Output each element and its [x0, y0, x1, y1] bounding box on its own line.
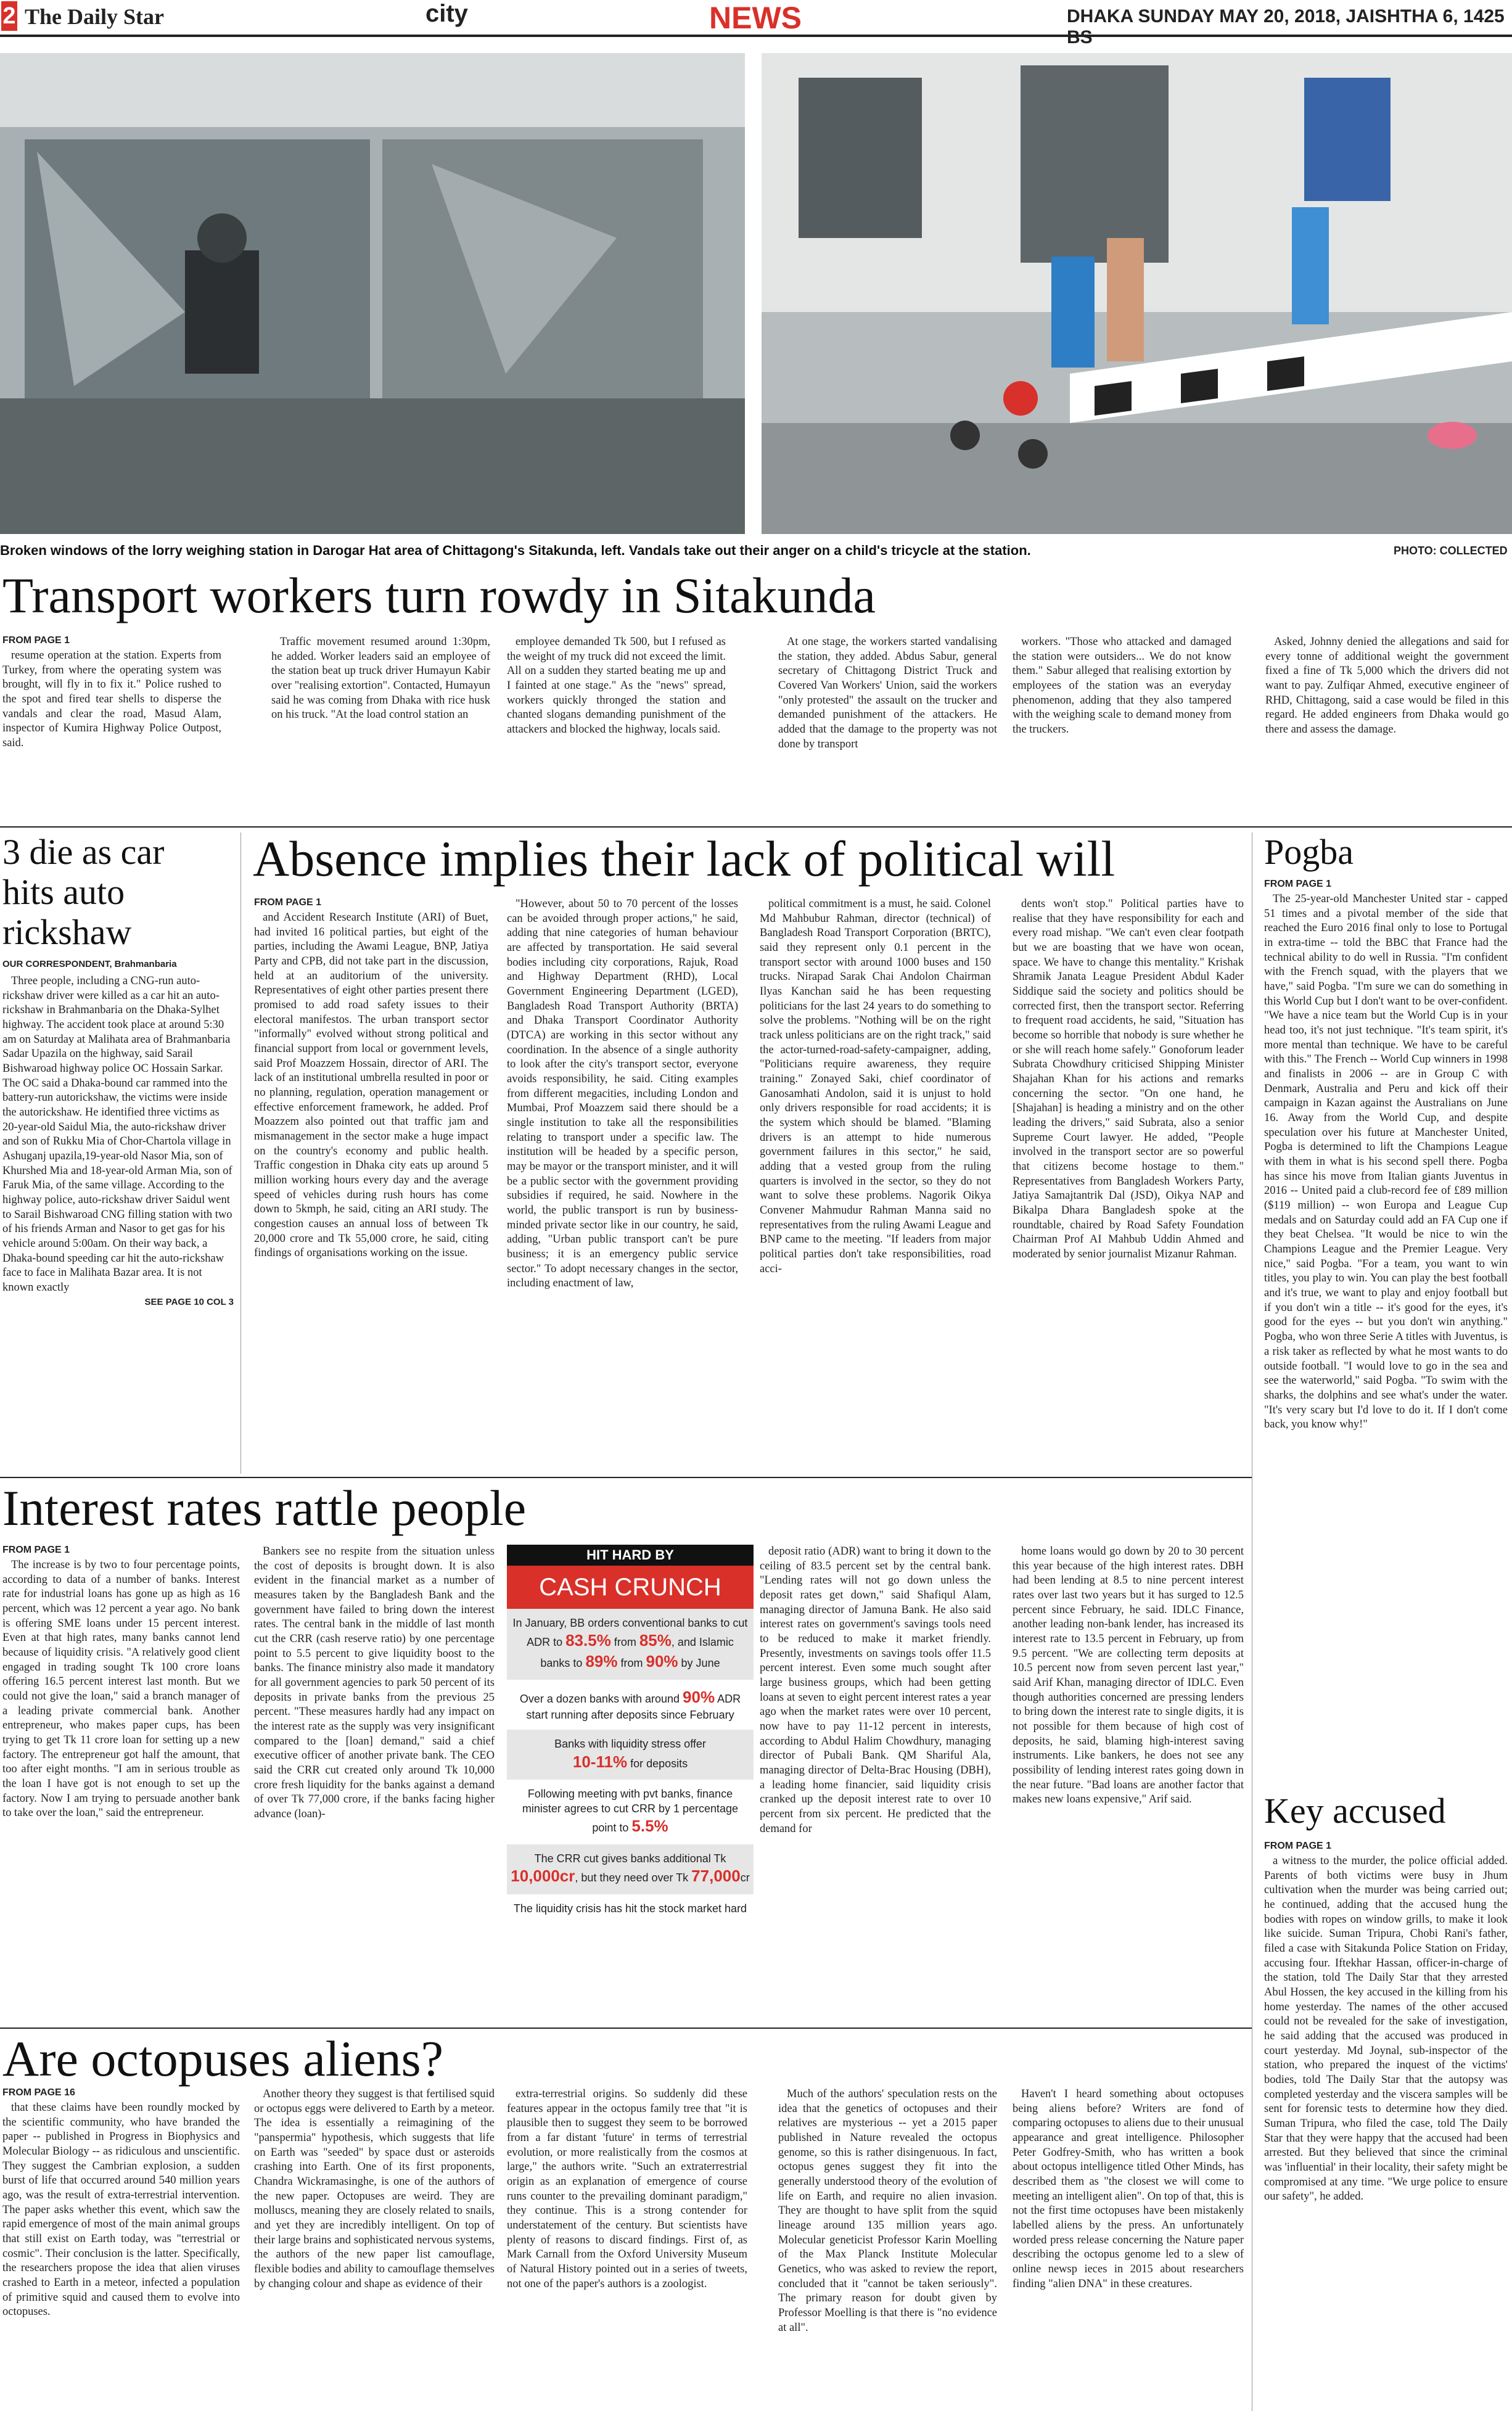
hit-hard-box [507, 1545, 754, 1924]
masthead-logo: The Daily Star [25, 4, 165, 29]
body-text: that these claims have been roundly mocked by the scientific community, who have branded the paper -- published in Progress in Biophysics and Molecular Biology -- as ridiculous and unscientific. They suggest the Cambrian explosion, a sudden burst of life that occurred around 540 million years ago, was the result of extra-terrestrial intervention. The paper asks whether this event, which saw the rapid emergence of most of the main animal groups that still exist on Earth today, was "terrestrial or cosmic". Their conclusion is the latter. Specifically, the researchers propose the idea that alien viruses crashed to Earth in a meteor, infected a population of primitive squid and caused them to evolve into octopuses. [2, 2102, 240, 2319]
section-divider [0, 2028, 1252, 2029]
octopus-col-3 [507, 2087, 747, 2293]
transport-col-2 [271, 635, 490, 724]
body-text: At one stage, the workers started vandalising the station, they added. Abdus Sabur, general secretary of Chittagong District Truck and Covered Van Workers' Union, said the workers "only protested" the assault on the trucker and demanded punishment of the attackers. He added that the damage to the property was not done by transport [778, 636, 997, 750]
absence-col-3 [760, 897, 991, 1278]
section-divider [0, 1477, 1252, 1478]
body-text: workers. "Those who attacked and damaged the station were outsiders... We do not know them." Sabur alleged that realising extortion by employees of the station was an everyday phenomenon, adding that they also tampered with the weighing scale to demand money from the truckers. [1013, 636, 1231, 736]
byline-crash: OUR CORRESPONDENT, Brahmanbaria [2, 959, 177, 969]
hitbox-item: The CRR cut gives banks additional Tk 10,000cr, but they need over Tk 77,000cr [507, 1844, 754, 1894]
photo-weighing-station [0, 53, 745, 534]
body-text: deposit ratio (ADR) want to bring it down to the ceiling of 83.5 percent set by the central bank. "Lending rates will not go down unless the deposit rates get down," said Shafiqul Alam, managing director of Jamuna Bank. He also said interest rates on government's savings tools need to be reduced to make it market friendly. Presently, investments on savings tools offer 11.5 percent interest. Even some much sought after large business groups, which had been getting loans at seven to eight percent interest rates a year ago when the market rates were over 10 percent, now have to pay 11-12 percent in interests, according to Abdul Halim Chowdhury, managing director of Pubali Bank. QM Shariful Ala, managing director of Delta-Brac Housing (DBH), a leading home financier, said liquidity crisis cranked up the deposit interest rate to over 10 percent from six percent. He predicted that the demand for [760, 1545, 991, 1835]
absence-col-1 [254, 897, 488, 1262]
hitbox-subtitle: CASH CRUNCH [507, 1566, 754, 1609]
transport-col-4 [778, 635, 997, 753]
interest-col-1 [2, 1545, 240, 1822]
transport-col-3 [507, 635, 726, 739]
hitbox-item: Following meeting with pvt banks, finance minister agrees to cut CRR by 1 percentage point to 5.5% [522, 1788, 739, 1836]
crash-body [2, 974, 234, 1307]
weighing-station-image [0, 53, 745, 534]
octopus-col-2 [254, 2087, 495, 2293]
hitbox-item: The liquidity crisis has hit the stock market hard [513, 1902, 747, 1915]
kicker: FROM PAGE 1 [1264, 879, 1332, 889]
octopus-col-4 [778, 2087, 997, 2336]
jump-line: SEE PAGE 10 COL 3 [144, 1296, 234, 1307]
body-text: Asked, Johnny denied the allegations and said for every tonne of additional weight the government fixed a fine of Tk 5,000 which the drivers did not want to pay. Zulfiqar Ahmed, executive engineer of RHD, Chittagong, said a case would be filed in this regard. He added engineers from Dhaka would go there and assess the damage. [1265, 636, 1509, 736]
headline-crash: 3 die as car hits auto rickshaw [2, 832, 165, 952]
body-text: Traffic movement resumed around 1:30pm, he added. Worker leaders said an employee of the station beat up truck driver Humayun Kabir over "realising extortion". Contacted, Humayun said he was coming from Dhaka with rice husk on his truck. "At the load control station an [271, 636, 490, 721]
body-text: "However, about 50 to 70 percent of the losses can be avoided through proper actions," he said, adding that nine categories of human behaviour are affected by transportation. He said several bodies including city corporations, Rajuk, Road and Highway Department (RHD), Local Government Engineering Department (LGED), Bangladesh Road Transport Authority (BRTA) and Dhaka Transport Coordinator Authority (DTCA) are working in this sector without any coordination. In the absence of a single authority to look after the city's transport sector, everyone avoids responsibility, he said. Citing examples from different megacities, including London and Mumbai, Prof Moazzem said there should be a single institution to take all the responsibilities relating to transport under a specific law. The institution will be headed by a specific person, may be mayor or the transport minister, and it will be a public sector with the government providing subsidies if required, he said. Nowhere in the world, the public transport is run by business-minded private sector like in our country, he said, adding, "Urban public transport can't be pure business; it is an emergency public service sector." To adopt necessary changes in the sector, including enactment of law, [507, 898, 738, 1290]
headline-accused: Key accused [1264, 1791, 1446, 1831]
hitbox-item: Banks with liquidity stress offer 10-11% for deposits [507, 1730, 754, 1780]
headline-pogba: Pogba [1264, 832, 1354, 872]
hitbox-item: Over a dozen banks with around 90% ADR start running after deposits since February [519, 1687, 741, 1721]
accused-body [1264, 1841, 1508, 2206]
body-text: The 25-year-old Manchester United star - capped 51 times and a pivotal member of the side that reached the Euro 2016 final only to lose to Portugal in extra-time -- told the BBC that France had the technical ability to do well in Russia. "I'm confident with the French squad, with the players that we have," said Pogba. "I'm sure we can do something in this World Cup but I don't want to be over-confident. "We have a nice team but the World Cup is in your head too, it's not just technique. "It's team spirit, it's more mental than technique. We have to be careful with this." The French -- World Cup winners in 1998 and finalists in 2006 -- are in Group C with Denmark, Australia and Peru and kick off their campaign in Kazan against the Australians on June 16. Away from the World Cup, and despite speculation over his future at Manchester United, Pogba is determined to lift the Champions League with them in what is his second spell there. Pogba has since his move from Italian giants Juventus in 2016 -- United paid a club-record fee of £89 million ($119 million) -- won Europa and League Cup medals and on Saturday could add an FA Cup one if they beat Chelsea. "It would be nice to win the Champions League and the Premier League. Very nice," said Pogba. "For a team, you want to win titles, you play to win. You can play the best football and it's true, we want to play and enjoy football but if you don't win a title -- it's good for the eyes, it's good for the eyes -- but you don't win anything." Pogba, who won three Serie A titles with Juventus, is a risk taker as reflected by what he most wants to do outside football. "I would love to go in the sea and see the waterworld," said Pogba. "To swim with the sharks, the dolphins and see what's under the water. "It's very scary but I'd love to do it. If I don't come back, you know why!" [1264, 893, 1508, 1431]
transport-col-1 [2, 635, 221, 752]
body-text: Another theory they suggest is that fertilised squid or octopus eggs were delivered to Earth by a meteor. The idea is essentially a reimagining of the "panspermia" hypothesis, which suggests that life on Earth was "seeded" by space dust or asteroids crashing into Earth. One of its first proponents, Chandra Wickramasinghe, is one of the authors of the new paper. Octopuses are weird. They are molluscs, meaning they are closely related to snails, and yet they are incredibly intelligent. On top of their large brains and sophisticated nervous systems, the authors of the new paper list camouflage, flexible bodies and ability to camouflage themselves by changing colour and shape as evidence of their [254, 2088, 495, 2290]
interest-col-4 [1013, 1545, 1244, 1809]
body-text: Haven't I heard something about octopuses being aliens before? Writers are fond of comparing octopuses to aliens due to their unusual appearance and great intelligence. Philosopher Peter Godfrey-Smith, who has written a book about octopus intelligence titled Other Minds, has described them as "the closest we will come to meeting an intelligent alien". On top of that, this is not the first time octopuses have been mistakenly labelled aliens by the press. An unfortunately worded press release concerning the Nature paper describing the octopus genome led to a slew of online newsp ieces in 2015 about researchers finding "alien DNA" in these creatures. [1013, 2088, 1244, 2290]
octopus-col-1 [2, 2087, 240, 2321]
body-text: and Accident Research Institute (ARI) of Buet, had invited 16 political parties, but eight of the parties, including the Awami League, BNP, Jatiya Party and CPB, did not take part in the discussion, held at an auditorium of the university. Representatives of eight other parties present there promised to add road safety issues to their electoral manifestos. The urban transport sector "informally" evolved without strong political and financial support from local or government levels, said Prof Moazzem Hossain, director of ARI. The lack of an institutional umbrella resulted in poor or no planning, regulation, operation management or effective enforcement framework, he added. Prof Moazzem also pointed out that traffic jam and mismanagement in the sector make a huge impact on the country's economy and public health. Traffic congestion in Dhaka city eats up around 5 million working hours every day and the average speed of vehicles during rush hours has come down to 5kmph, he said, citing an ARI study. The congestion causes an annual loss of between Tk 20,000 crore and Tk 55,000 crore, he said, citing findings of organisations working on the issue. [254, 911, 488, 1260]
body-text: The increase is by two to four percentage points, according to data of a number of banks. Interest rate for industrial loans has gone up as high as 16 percent, which was 12 percent a year ago. No bank is offering SME loans under 15 percent interest. Even at that high rates, many banks cannot lend because of liquidity crisis. "A relatively good client engaged in trading sought Tk 100 crore loans offering 16.5 percent interest last month. But we could not give the loan," said a branch manager of a leading private commercial bank. Another entrepreneur, who makes paper cups, has been trying to get Tk 11 crore loan for setting up a new factory. The entrepreneur got half the amount, that too after eight months. "I am in serious trouble as the loan I have got is not enough to set up the factory. Now I am trying to persuade another bank to take over the loan," said the entrepreneur. [2, 1559, 240, 1820]
kicker: FROM PAGE 1 [2, 1545, 70, 1555]
body-text: Bankers see no respite from the situation unless the cost of deposits is brought down. It is also evident in the financial market as a number of measures taken by the Bangladesh Bank and the government have failed to bring down the interest rates. The central bank in the middle of last month cut the CRR (cash reserve ratio) by one percentage point to 5.5 percent to give liquidity boost to the banks. The finance ministry also made it mandatory for all government agencies to park 50 percent of its deposits in private banks from the previous 25 percent. "These measures hardly had any impact on the interest rate as the supply was very insignificant compared to the [loan] demand," said a chief executive officer of another private bank. The CEO said the CRR cut created only around Tk 10,000 crore fresh liquidity for the banks against a demand of over Tk 77,000 crore, if the banks facing higher advance (loan)- [254, 1545, 495, 1821]
transport-col-6 [1265, 635, 1509, 739]
hitbox-title: HIT HARD BY [507, 1545, 754, 1566]
transport-col-5 [1013, 635, 1231, 739]
photo-caption: Broken windows of the lorry weighing station in Darogar Hat area of Chittagong's Sitakunda, left. Vandals take out their anger on a child's tricycle at the station. [0, 543, 1031, 558]
absence-col-2 [507, 897, 738, 1292]
body-text: resume operation at the station. Experts from Turkey, from where the operating system was brought, will fly in to fix it." Police rushed to the spot and fired tear shells to disperse the vandals and clear the road, Masud Alam, inspector of Kumira Highway Police Outpost, said. [2, 649, 221, 750]
body-text: home loans would go down by 20 to 30 percent this year because of the high interest rates. DBH had been lending at 8.5 to nine percent interest rates over last two years but it has surged to 12.5 percent since February, he said. IDLC Finance, another leading non-bank lender, has increased its interest rate to 13.5 percent in February, up from 9.5 percent. "We are collecting term deposits at 10.5 percent now from seven percent last year," said Arif Khan, managing director of IDLC. Even though authorities concerned are pressing lenders to bring down the interest rate to single digits, it is not possible for them because of high cost of deposits, he said, blaming high-interest saving instruments. Like bankers, he does not see any possibility of lending interest rates going down in the near future. "Bad loans are another factor that makes new loans expensive," Arif said. [1013, 1545, 1244, 1806]
divider [240, 832, 241, 1474]
kicker: FROM PAGE 16 [2, 2087, 75, 2098]
hitbox-item: In January, BB orders conventional banks to cut ADR to 83.5% from 85%, and Islamic banks to 89% from 90% by June [507, 1609, 754, 1680]
octopus-col-5 [1013, 2087, 1244, 2293]
body-text: political commitment is a must, he said. Colonel Md Mahbubur Rahman, director (technical) of Bangladesh Road Transport Corporation (BRTC), said they represent only 0.1 percent in the transport sector with around 1000 buses and 150 trucks. Nirapad Sarak Chai Andolon Chairman Ilyas Kanchan said he has been requesting politicians for the last 24 years to do something to solve the problems. "Nothing will be on the right track unless politicians are on the right track," said the actor-turned-road-safety-campaigner, adding, "Politicians require awareness, they require training." Zonayed Saki, chief coordinator of Ganosamhati Andolon, said it is unjust to hold only drivers responsible for road accidents; it is the system which should be blamed. "Blaming drivers is an attempt to hide numerous government failures in this sector," he said, adding that a vested group from the ruling quarters is involved in the sector, so they do not want to solve these problems. Nagorik Oikya Convener Mahmudur Rahman Manna said no representatives from the ruling Awami League and BNP came to the meeting. "If leaders from major political parties don't take responsibilities, road acci- [760, 898, 991, 1275]
page-number: 2 [1, 1, 17, 31]
body-text: dents won't stop." Political parties have to realise that they have responsibility for each and every road mishap. "We can't even clear footpath but we are boasting that we have won ocean, space. We have to change this mentality." Krishak Shramik Janata League President Abdul Kader Siddique said the society and politics should be corrected first, then the transport sector. Referring to frequent road accidents, he said, "Situation has become so horrible that nobody is sure whether he or she will reach home safely." Gonoforum leader Subrata Chowdhury criticised Shipping Minister Shajahan Khan for his actions and remarks concerning the sector. "On one hand, he [Shajahan] is heading a ministry and on the other leading the drivers," said Subrata, also a senior Supreme Court lawyer. He added, "People involved in the transport sector are so powerful that citizens become hostage to them." Representatives from Bangladesh Workers Party, Jatiya Samajtantrik Dal (JSD), Oikya NAP and Bikalpa Dhara Bangladesh spoke at the roundtable, chaired by Road Safety Foundation Chairman Prof AI Mahbub Uddin Ahmed and moderated by senior journalist Mizanur Rahman. [1013, 898, 1244, 1261]
body-text: Much of the authors' speculation rests on the idea that the genetics of octopuses and their relatives are mysterious -- yet a 2015 paper published in Nature revealed the octopus genome, so this is rather disingenuous. In fact, octopus genes suggest they fit into the generally understood theory of the evolution of life on Earth, and require no alien invasion. They are thought to have split from the squid lineage around 135 million years ago. Molecular geneticist Professor Karin Moelling of the Max Planck Institute Molecular Genetics, who was asked to review the report, concluded that it "cannot be taken seriously". The primary reason for doubt given by Professor Moelling is that there is "no evidence at all". [778, 2088, 997, 2334]
headline-interest: Interest rates rattle people [2, 1480, 527, 1536]
body-text: employee demanded Tk 500, but I refused as the weight of my truck did not exceed the limit. All on a sudden they started beating me up and I fainted at one stage." As the "news" spread, workers quickly thronged the station and chanted slogans demanding punishment of the attackers and blocked the highway, locals said. [507, 636, 726, 736]
photo-vandals-tricycle [762, 53, 1512, 534]
kicker: FROM PAGE 1 [1264, 1841, 1332, 1851]
section-label: city [425, 0, 468, 27]
body-text: Three people, including a CNG-run auto-rickshaw driver were killed as a car hit an auto-rickshaw in Brahmanbaria on the Dhaka-Sylhet highway. The accident took place at around 5:30 am on Saturday at Malihata area of Brahmanbaria Sadar Upazila on the highway, said Sarail Bishwaroad highway police OC Hossain Sarkar. The OC said a Dhaka-bound car rammed into the battery-run autorickshaw, the victims were inside the autorickshaw. He identified three victims as 20-year-old Saidul Mia, the auto-rickshaw driver and son of Rukku Mia of Chor-Chartola village in Ashuganj upazila,19-year-old Nasor Mia, son of Khurshed Mia and 18-year-old Arman Mia, son of Faruk Mia, of the same village. According to the highway police, auto-rickshaw driver Saidul went to Sarail Bishwaroad CNG filling station with two of his friends Arman and Nasor to get gas for his vehicle around 5:00am. On their way back, a Dhaka-bound speeding car hit the auto-rickshaw face to face in Malihata Bazar area. It is not known exactly [2, 975, 232, 1294]
body-text: extra-terrestrial origins. So suddenly did these features appear in the octopus family tree that "it is plausible then to suggest they seem to be borrowed from a far distant 'future' in terms of terrestrial evolution, or more realistically from the cosmos at large," the authors write. "Such an extraterrestrial origin as an explanation of emergence of course runs counter to the prevailing dominant paradigm," they continue. This is a strong contender for understatement of the century. But scientists have plenty of reasons to discard findings. First of, as Mark Carnall from the Oxford University Museum of Natural History pointed out in a series of tweets, not one of the paper's authors is a zoologist. [507, 2088, 747, 2290]
headline-transport: Transport workers turn rowdy in Sitakunda [2, 567, 876, 623]
section-divider [0, 826, 1512, 828]
kicker: FROM PAGE 1 [2, 635, 70, 646]
vandals-image [762, 53, 1512, 534]
absence-col-4 [1013, 897, 1244, 1263]
headline-octopus: Are octopuses aliens? [2, 2031, 443, 2087]
pogba-body [1264, 879, 1508, 1434]
photo-credit: PHOTO: COLLECTED [1394, 544, 1508, 557]
news-label: NEWS [709, 1, 802, 35]
dateline: DHAKA SUNDAY MAY 20, 2018, JAISHTHA 6, 1425 BS [1067, 6, 1505, 47]
interest-col-3 [760, 1545, 991, 1838]
interest-col-2 [254, 1545, 495, 1823]
kicker: FROM PAGE 1 [254, 897, 322, 908]
body-text: a witness to the murder, the police official added. Parents of both victims were busy in Jhum cultivation when the murder was being carried out; he continued, adding that the accused hung the bodies with ropes on window grills, to make it look like suicide. Suman Tripura, Chobi Rani's father, filed a case with Sitakunda Police Station on Friday, accusing four. Iftekhar Hassan, officer-in-charge of the station, told The Daily Star that they arrested Abul Hossen, the key accused in the killing from his home yesterday. The names of the other accused could not be revealed for the sake of investigation, he said adding that the accused was produced in court yesterday. Md Joynal, sub-inspector of the station, who prepared the inquest of the victims' bodies, told The Daily Star that the autopsy was completed yesterday and the viscera samples will be sent for forensic tests to determine how they died. Suman Tripura, who filed the case, told The Daily Star that they were happy that the accused had been arrested. But they believed that since the criminal was 'influential' in their locality, their safety might be compromised at any time. "We urge police to ensure our safety", he added. [1264, 1855, 1508, 2203]
headline-absence: Absence implies their lack of political will [253, 831, 1116, 887]
